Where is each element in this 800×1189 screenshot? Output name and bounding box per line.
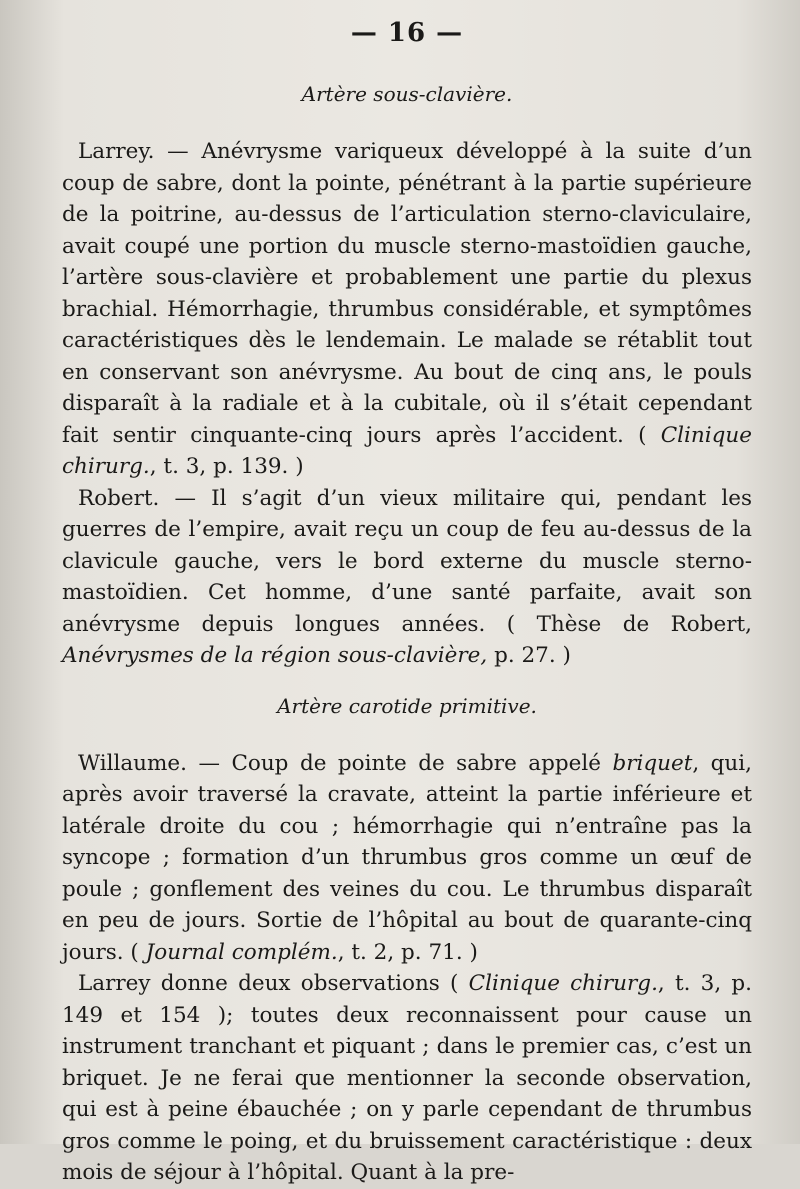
text-run: Larrey donne deux observations ( <box>78 971 469 996</box>
paragraph <box>62 748 752 969</box>
citation-title: Clinique chirurg. <box>62 422 752 479</box>
text-run: Willaume. — Coup de pointe de sabre appelé <box>78 750 613 776</box>
citation-title: Journal complém. <box>145 939 338 965</box>
section-carotid-artery <box>62 694 752 1189</box>
text-run: , t. 3, p. 139. ) <box>149 454 304 479</box>
emphasis: briquet <box>612 750 693 776</box>
text-run: p. 27. ) <box>487 643 571 668</box>
paragraph <box>62 968 752 1189</box>
text-run: Larrey. — Anévrysme variqueux développé à la suite d’un coup de sabre, dont la pointe, pénétrant à la partie supérieure de la poitrine, au-dessus de l’articulation sterno-claviculaire, avait coupé une portion du muscle sterno-mastoïdien gauche, l’artère sous-clavière et probablement une partie du plexus brachial. Hémorrhagie, thrumbus considérable, et symptômes caractéristiques dès le lendemain. Le malade se rétablit tout en conservant son anévrysme. Au bout de cinq ans, le pouls disparaît à la radiale et à la cubitale, où il s’était cependant fait sentir cinquante-cinq jours après l’accident. ( <box>62 139 752 448</box>
citation-title: Clinique chirurg. <box>468 971 658 996</box>
page-number: — 16 — <box>350 18 464 48</box>
paragraph <box>62 136 752 483</box>
text-run: Robert. — Il s’agit d’un vieux militaire qui, pendant les guerres de l’empire, avait reçu un coup de feu au-dessus de la clavicule gauche, vers le bord externe du muscle sterno-mastoïdien. Cet homme, d’une santé parfaite, avait son anévrysme depuis longues années. ( Thèse de Robert, <box>62 485 752 637</box>
paragraph <box>62 483 752 672</box>
text-run: , qui, après avoir traversé la cravate, atteint la partie inférieure et latérale droite du cou ; hémorrhagie qui n’entraîne pas la syncope ; formation d’un thrumbus gros comme un œuf de poule ; gonflement des veines du cou. Le thrumbus disparaît en peu de jours. Sortie de l’hôpital au bout de quarante-cinq jours. ( <box>62 750 752 965</box>
text-run: , t. 3, p. 149 et 154 ); toutes deux reconnaissent pour cause un instrument tranchant et piquant ; dans le premier cas, c’est un briquet. Je ne ferai que mentionner la seconde observation, qui est à peine ébauchée ; on y parle cependant de thrumbus gros comme le poing, et du bruissement caractéristique : deux mois de séjour à l’hôpital. Quant à la pre- <box>62 971 752 1185</box>
section-heading: Artère sous-clavière. <box>301 82 513 106</box>
citation-title: Anévrysmes de la région sous-clavière, <box>62 643 488 668</box>
text-run: , t. 2, p. 71. ) <box>337 939 478 965</box>
section-subclavian-artery <box>62 82 752 672</box>
section-heading: Artère carotide primitive. <box>277 693 537 718</box>
